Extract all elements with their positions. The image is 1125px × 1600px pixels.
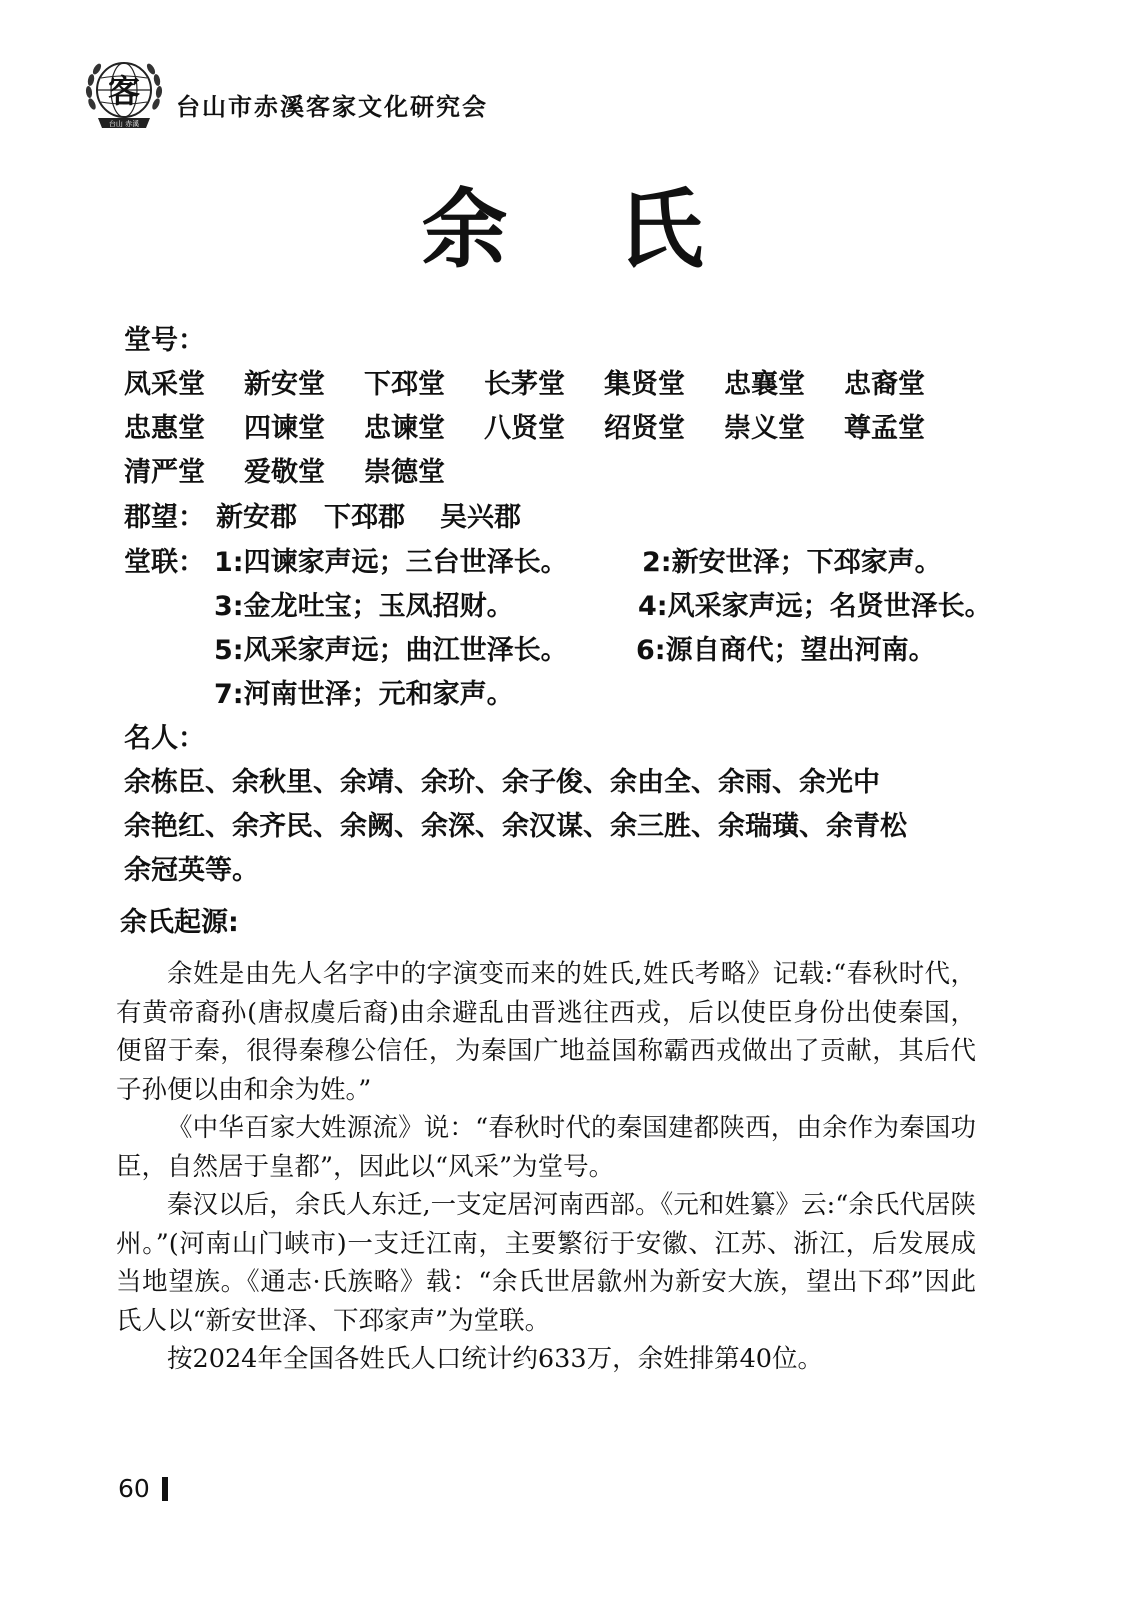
commandery: 下邳郡 bbox=[324, 502, 405, 533]
page-number-bar bbox=[162, 1477, 168, 1501]
celebrities-line: 余艳红、余齐民、余阙、余深、余汉谋、余三胜、余瑞璜、余青松 bbox=[124, 811, 907, 842]
header bbox=[84, 54, 488, 134]
title-char-1: 余 bbox=[421, 179, 508, 280]
hall-names-row-2 bbox=[124, 406, 964, 445]
commanderies-label: 郡望： bbox=[124, 502, 205, 533]
commandery: 新安郡 bbox=[216, 502, 297, 533]
couplet: 3:金龙吐宝；玉凤招财。 bbox=[214, 591, 514, 622]
couplets-label: 堂联： bbox=[124, 547, 205, 578]
hall-name: 集贤堂 bbox=[604, 369, 685, 400]
hall-name: 绍贤堂 bbox=[604, 413, 685, 444]
association-emblem-icon bbox=[84, 54, 164, 134]
celebrities-label: 名人： bbox=[124, 723, 205, 754]
hall-name: 爱敬堂 bbox=[244, 457, 325, 488]
page-number-text: 60 bbox=[118, 1474, 150, 1503]
svg-text:客: 客 bbox=[107, 72, 141, 110]
hall-name: 崇德堂 bbox=[364, 457, 445, 488]
couplet: 6:源自商代；望出河南。 bbox=[636, 635, 936, 666]
hall-names-row-1 bbox=[124, 362, 964, 401]
couplet: 2:新安世泽；下邳家声。 bbox=[642, 547, 942, 578]
hall-name: 下邳堂 bbox=[364, 369, 445, 400]
organization-name: 台山市赤溪客家文化研究会 bbox=[176, 91, 488, 121]
hall-name: 忠惠堂 bbox=[124, 413, 205, 444]
hall-name: 长茅堂 bbox=[484, 369, 565, 400]
couplet: 1:四谏家声远；三台世泽长。 bbox=[214, 547, 568, 578]
hall-name: 凤采堂 bbox=[124, 369, 205, 400]
couplet: 5:风采家声远；曲江世泽长。 bbox=[214, 635, 568, 666]
couplet: 4:风采家声远；名贤世泽长。 bbox=[638, 591, 992, 622]
hall-names-label: 堂号： bbox=[124, 325, 205, 356]
hall-name: 崇义堂 bbox=[724, 413, 805, 444]
hall-name: 忠裔堂 bbox=[844, 369, 925, 400]
page-number bbox=[118, 1474, 168, 1503]
origin-paragraph: 按2024年全国各姓氏人口统计约633万，余姓排第40位。 bbox=[167, 1344, 824, 1374]
couplet: 7:河南世泽；元和家声。 bbox=[214, 679, 514, 710]
origin-paragraph: 秦汉以后，余氏人东迁,一支定居河南西部。《元和姓纂》云:“余氏代居陕州。”(河南山门峡市)一支迁江南，主要繁衍于安徽、江苏、浙江，后发展成当地望族。《通志·氏族略》载：“余氏世居歙州为新安大族，望出下邳”因此氏人以“新安世泽、下邳家声”为堂联。 bbox=[116, 1190, 976, 1336]
commandery: 吴兴郡 bbox=[440, 502, 521, 533]
hall-name: 清严堂 bbox=[124, 457, 205, 488]
origin-body bbox=[116, 955, 976, 1379]
hall-name: 忠谏堂 bbox=[364, 413, 445, 444]
hall-name: 忠襄堂 bbox=[724, 369, 805, 400]
svg-text:台山 赤溪: 台山 赤溪 bbox=[108, 120, 140, 128]
hall-name: 四谏堂 bbox=[244, 413, 325, 444]
hall-name: 尊孟堂 bbox=[844, 413, 925, 444]
hall-name: 八贤堂 bbox=[484, 413, 565, 444]
origin-paragraph: 《中华百家大姓源流》说：“春秋时代的秦国建都陕西，由余作为秦国功臣，自然居于皇都”，因此以“风采”为堂号。 bbox=[116, 1113, 976, 1182]
page-title bbox=[0, 160, 1125, 284]
title-char-2: 氏 bbox=[617, 179, 704, 280]
hall-names-row-3 bbox=[124, 450, 484, 489]
celebrities-line: 余栋臣、余秋里、余靖、余玠、余子俊、余由全、余雨、余光中 bbox=[124, 767, 880, 798]
origin-paragraph: 余姓是由先人名字中的字演变而来的姓氏,姓氏考略》记载:“春秋时代，有黄帝裔孙(唐叔虞后裔)由余避乱由晋逃往西戎，后以使臣身份出使秦国，便留于秦，很得秦穆公信任，为秦国广地益国称霸西戎做出了贡献，其后代子孙便以由和余为姓。” bbox=[116, 959, 976, 1105]
celebrities-line: 余冠英等。 bbox=[124, 855, 259, 886]
origin-label: 余氏起源: bbox=[120, 907, 239, 938]
hall-name: 新安堂 bbox=[244, 369, 325, 400]
